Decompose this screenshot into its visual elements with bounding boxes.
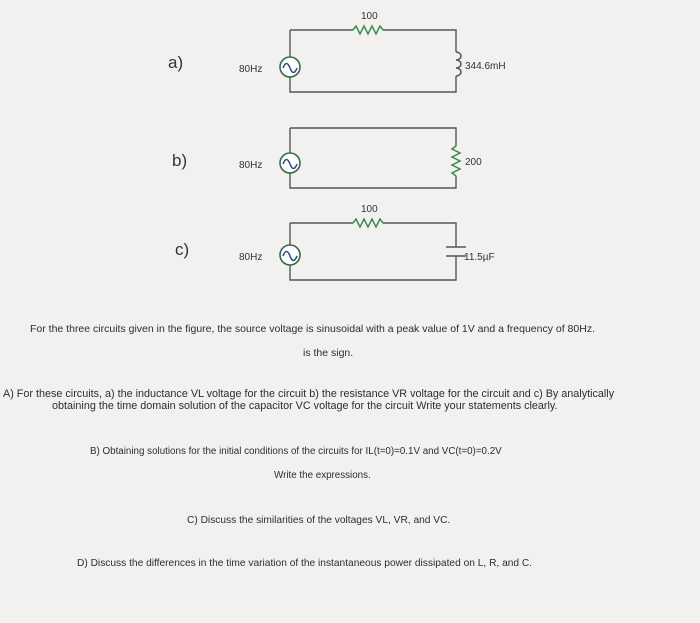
circuit-a-resistor xyxy=(353,26,383,34)
circuit-c-resistor xyxy=(353,219,383,227)
circuit-c-capacitance: 11.5µF xyxy=(464,252,495,263)
part-a-line-2: obtaining the time domain solution of the capacitor VC voltage for the circuit Write your statements clearly. xyxy=(52,400,558,412)
circuit-c-frequency: 80Hz xyxy=(239,252,263,263)
circuit-b-frequency: 80Hz xyxy=(239,160,263,171)
circuit-b-resistor xyxy=(452,146,460,176)
circuit-diagrams xyxy=(0,0,700,300)
circuit-c-resistance: 100 xyxy=(361,204,378,215)
circuit-a-label: a) xyxy=(168,53,184,72)
part-b-line-2: Write the expressions. xyxy=(274,470,371,481)
part-c-line-1: C) Discuss the similarities of the voltages VL, VR, and VC. xyxy=(187,515,451,526)
circuit-a xyxy=(168,11,506,92)
intro-line-2: is the sign. xyxy=(303,347,354,359)
circuit-c-capacitor xyxy=(446,247,466,256)
part-b-line-1: B) Obtaining solutions for the initial conditions of the circuits for IL(t=0)=0.1V and VC(t=0)=0.2V xyxy=(90,446,502,457)
circuit-a-inductance: 344.6mH xyxy=(465,61,506,72)
part-d-line-1: D) Discuss the differences in the time variation of the instantaneous power dissipated on L, R, and C. xyxy=(77,558,533,569)
circuit-b-resistance: 200 xyxy=(465,157,482,168)
circuit-b xyxy=(172,128,482,188)
circuit-c xyxy=(175,204,495,280)
circuit-a-inductor xyxy=(456,52,461,76)
circuit-a-frequency: 80Hz xyxy=(239,64,263,75)
circuit-c-label: c) xyxy=(175,240,190,259)
part-a-line-1: A) For these circuits, a) the inductance VL voltage for the circuit b) the resistance VR voltage for the circuit and c) By analytically xyxy=(3,388,615,400)
circuit-b-label: b) xyxy=(172,151,188,170)
circuit-a-resistance: 100 xyxy=(361,11,378,22)
intro-line-1: For the three circuits given in the figure, the source voltage is sinusoidal with a peak value of 1V and a frequency of 80Hz. xyxy=(30,323,595,335)
